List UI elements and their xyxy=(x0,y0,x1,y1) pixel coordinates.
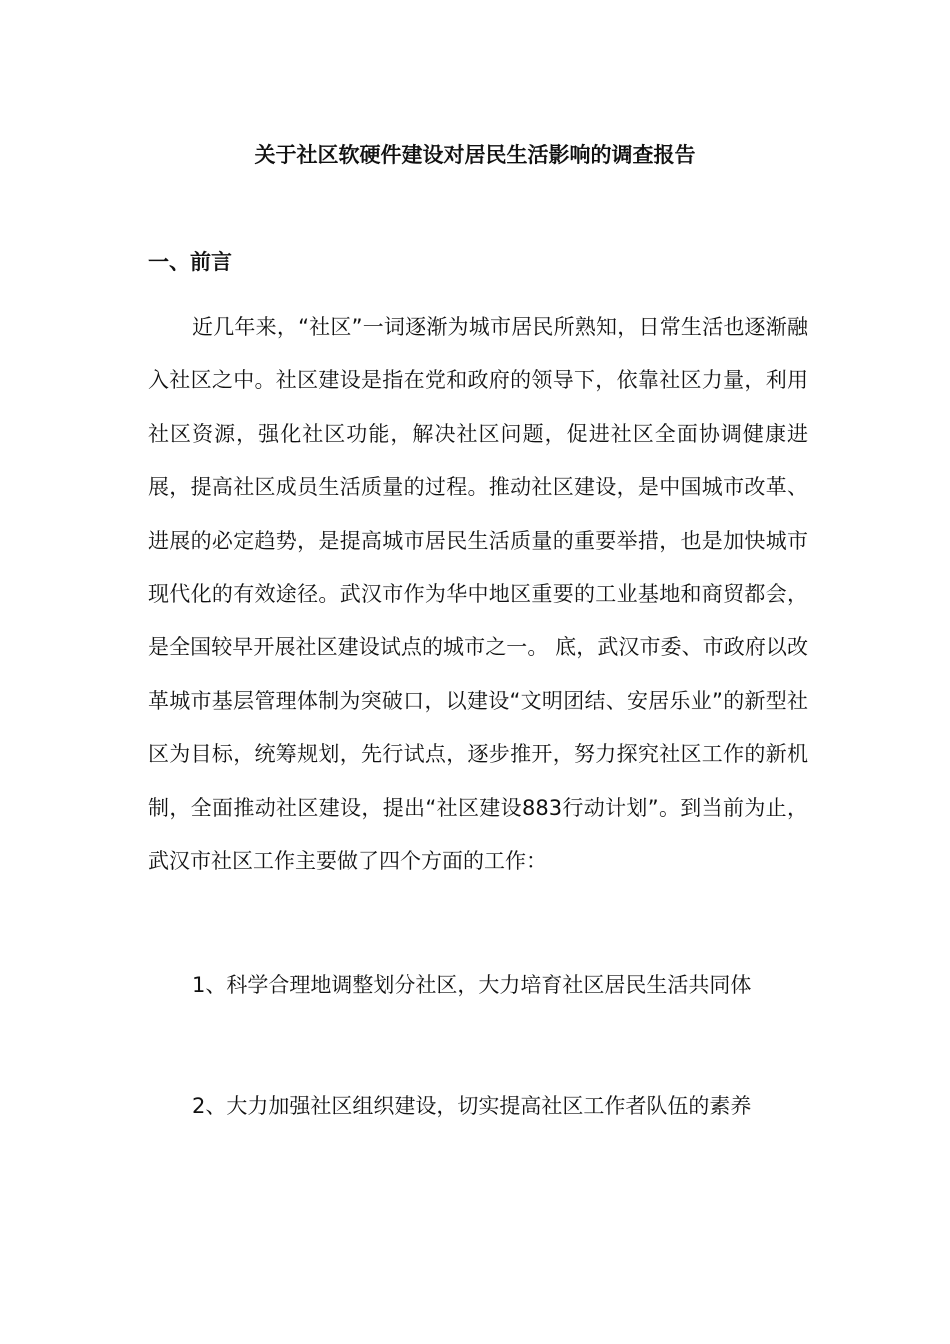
document-title: 关于社区软硬件建设对居民生活影响的调查报告 xyxy=(254,143,696,167)
section-heading: 一、前言 xyxy=(148,250,232,274)
list-item: 2、大力加强社区组织建设，切实提高社区工作者队伍的素养 xyxy=(192,1094,752,1118)
body-paragraph: 近几年来，“社区”一词逐渐为城市居民所熟知，日常生活也逐渐融入社区之中。社区建设是指在党和政府的领导下，依靠社区力量，利用社区资源，强化社区功能，解决社区问题，促进社区全面协调健康进展，提高社区成员生活质量的过程。推动社区建设，是中国城市改革、进展的必定趋势，是提高城市居民生活质量的重要举措，也是加快城市现代化的有效途径。武汉市作为华中地区重要的工业基地和商贸都会，是全国较早开展社区建设试点的城市之一。 底，武汉市委、市政府以改革城市基层管理体制为突破口，以建设“文明团结、安居乐业”的新型社区为目标，统筹规划，先行试点，逐步推开，努力探究社区工作的新机制，全面推动社区建设，提出“社区建设883行动计划”。到当前为止，武汉市社区工作主要做了四个方面的工作： xyxy=(148,315,808,874)
list-item: 1、科学合理地调整划分社区，大力培育社区居民生活共同体 xyxy=(192,973,752,997)
